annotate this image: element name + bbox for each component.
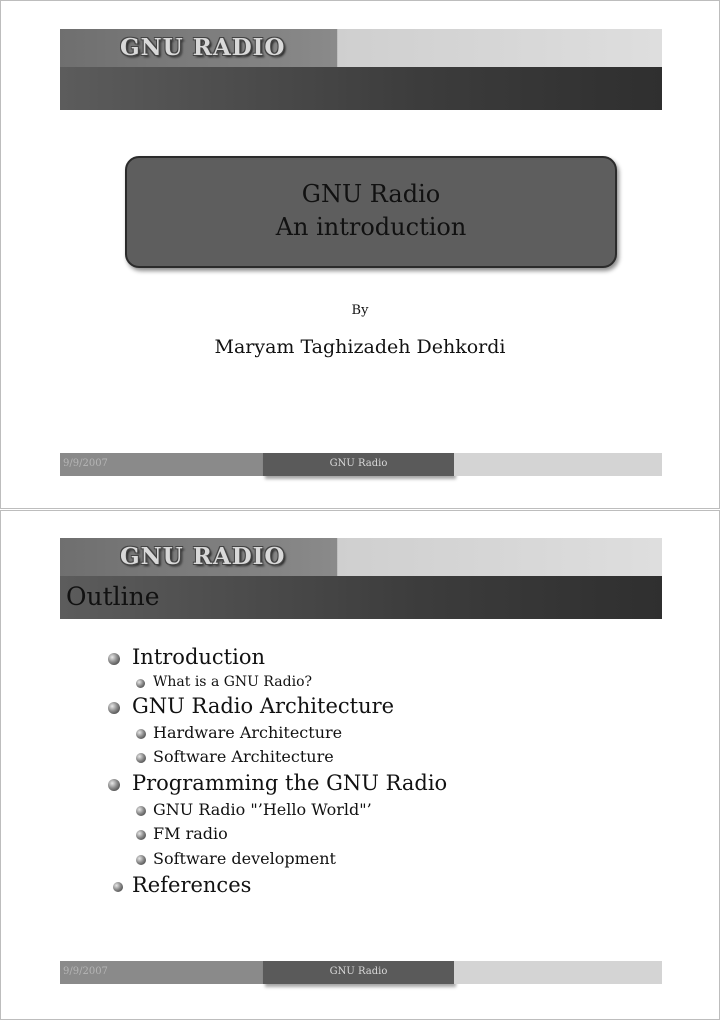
list-item — [132, 694, 394, 718]
footer-date: 9/9/2007 — [63, 458, 108, 469]
footer-left — [60, 453, 263, 476]
author-name: Maryam Taghizadeh Dehkordi — [214, 336, 506, 358]
outline-list — [1, 511, 719, 1019]
bullet-icon — [136, 729, 146, 739]
list-item — [153, 800, 372, 819]
footer-center — [263, 961, 454, 984]
header-band — [60, 67, 662, 110]
by-label: By — [351, 303, 369, 318]
presentation-title: GNU Radio — [301, 180, 441, 208]
list-item-text: Software Architecture — [153, 747, 334, 766]
title-box — [125, 156, 617, 268]
bullet-icon — [136, 855, 146, 865]
list-item — [153, 849, 336, 868]
gnu-radio-logo: GNU RADIO — [120, 34, 286, 61]
footer-title: GNU Radio — [329, 966, 388, 977]
bullet-icon — [108, 702, 120, 714]
slide-title: Outline — [66, 582, 160, 611]
presentation-subtitle: An introduction — [275, 213, 467, 241]
header-top-bar — [60, 29, 662, 67]
bullet-icon — [136, 830, 146, 840]
list-item-text: Introduction — [132, 645, 265, 669]
footer-right — [454, 961, 662, 984]
footer-title: GNU Radio — [329, 458, 388, 469]
bullet-icon — [136, 679, 145, 688]
slide-footer — [60, 961, 662, 984]
list-item-text: GNU Radio "’Hello World"’ — [153, 800, 372, 819]
slide-2 — [0, 510, 720, 1020]
list-item — [153, 824, 228, 843]
bullet-icon — [108, 653, 120, 665]
list-item-text: GNU Radio Architecture — [132, 694, 395, 718]
list-item-text: Hardware Architecture — [153, 723, 343, 742]
bullet-icon — [136, 753, 146, 763]
list-item — [153, 723, 342, 742]
list-item-text: What is a GNU Radio? — [153, 674, 313, 690]
list-item — [132, 771, 447, 795]
list-item-text: References — [132, 873, 252, 897]
slide-footer — [60, 453, 662, 476]
gnu-radio-logo: GNU RADIO — [120, 543, 286, 570]
list-item — [153, 747, 334, 766]
list-item-text: Software development — [153, 849, 336, 868]
list-item — [153, 674, 312, 690]
footer-center — [263, 453, 454, 476]
list-item-text: Programming the GNU Radio — [132, 771, 448, 795]
footer-left — [60, 961, 263, 984]
list-item — [132, 645, 265, 669]
bullet-icon — [108, 779, 120, 791]
footer-date: 9/9/2007 — [63, 966, 108, 977]
bullet-icon — [113, 882, 123, 892]
footer-right — [454, 453, 662, 476]
list-item — [132, 873, 251, 897]
bullet-icon — [136, 806, 146, 816]
list-item-text: FM radio — [153, 824, 228, 843]
slide-1 — [0, 0, 720, 509]
